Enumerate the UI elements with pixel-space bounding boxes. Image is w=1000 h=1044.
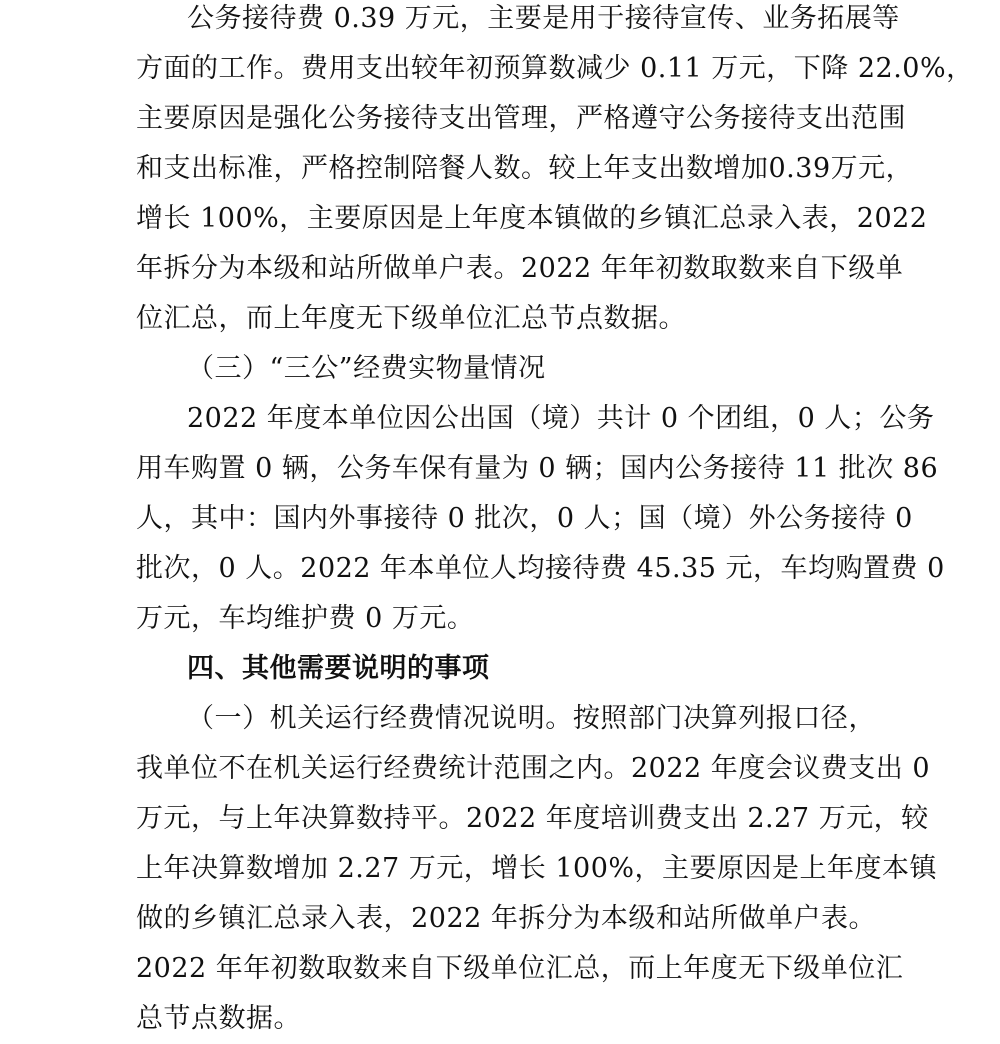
paragraph-physical-line: 批次，0 人。2022 年本单位人均接待费 45.35 元，车均购置费 0 <box>136 553 945 584</box>
paragraph-operating-line: 做的乡镇汇总录入表，2022 年拆分为本级和站所做单户表。 <box>136 903 876 934</box>
paragraph-operating-line: 我单位不在机关运行经费统计范围之内。2022 年度会议费支出 0 <box>136 753 931 784</box>
paragraph-physical-line: 用车购置 0 辆，公务车保有量为 0 辆；国内公务接待 11 批次 86 <box>136 453 939 484</box>
paragraph-operating-line: （一）机关运行经费情况说明。按照部门决算列报口径， <box>187 703 876 734</box>
subheading-three-public-expenses: （三）“三公”经费实物量情况 <box>187 353 546 384</box>
paragraph-reception-line: 位汇总，而上年度无下级单位汇总节点数据。 <box>136 303 686 334</box>
paragraph-physical-line: 2022 年度本单位因公出国（境）共计 0 个团组，0 人；公务 <box>187 403 935 434</box>
paragraph-operating-line: 上年决算数增加 2.27 万元，增长 100%，主要原因是上年度本镇 <box>136 853 938 884</box>
paragraph-reception-line: 增长 100%，主要原因是上年度本镇做的乡镇汇总录入表，2022 <box>136 203 928 234</box>
paragraph-reception-line: 方面的工作。费用支出较年初预算数减少 0.11 万元，下降 22.0%， <box>136 53 974 84</box>
paragraph-physical-line: 人，其中：国内外事接待 0 批次，0 人；国（境）外公务接待 0 <box>136 503 913 534</box>
paragraph-reception-line: 公务接待费 0.39 万元，主要是用于接待宣传、业务拓展等 <box>187 3 900 34</box>
paragraph-reception-line: 和支出标准，严格控制陪餐人数。较上年支出数增加0.39万元， <box>136 153 914 184</box>
paragraph-reception-line: 主要原因是强化公务接待支出管理，严格遵守公务接待支出范围 <box>136 103 906 134</box>
section-four-heading: 四、其他需要说明的事项 <box>187 653 490 684</box>
paragraph-reception-line: 年拆分为本级和站所做单户表。2022 年年初数取数来自下级单 <box>136 253 904 284</box>
paragraph-physical-line: 万元，车均维护费 0 万元。 <box>136 603 475 634</box>
paragraph-operating-line: 总节点数据。 <box>136 1003 301 1034</box>
paragraph-operating-line: 2022 年年初数取数来自下级单位汇总，而上年度无下级单位汇 <box>136 953 904 984</box>
paragraph-operating-line: 万元，与上年决算数持平。2022 年度培训费支出 2.27 万元，较 <box>136 803 929 834</box>
